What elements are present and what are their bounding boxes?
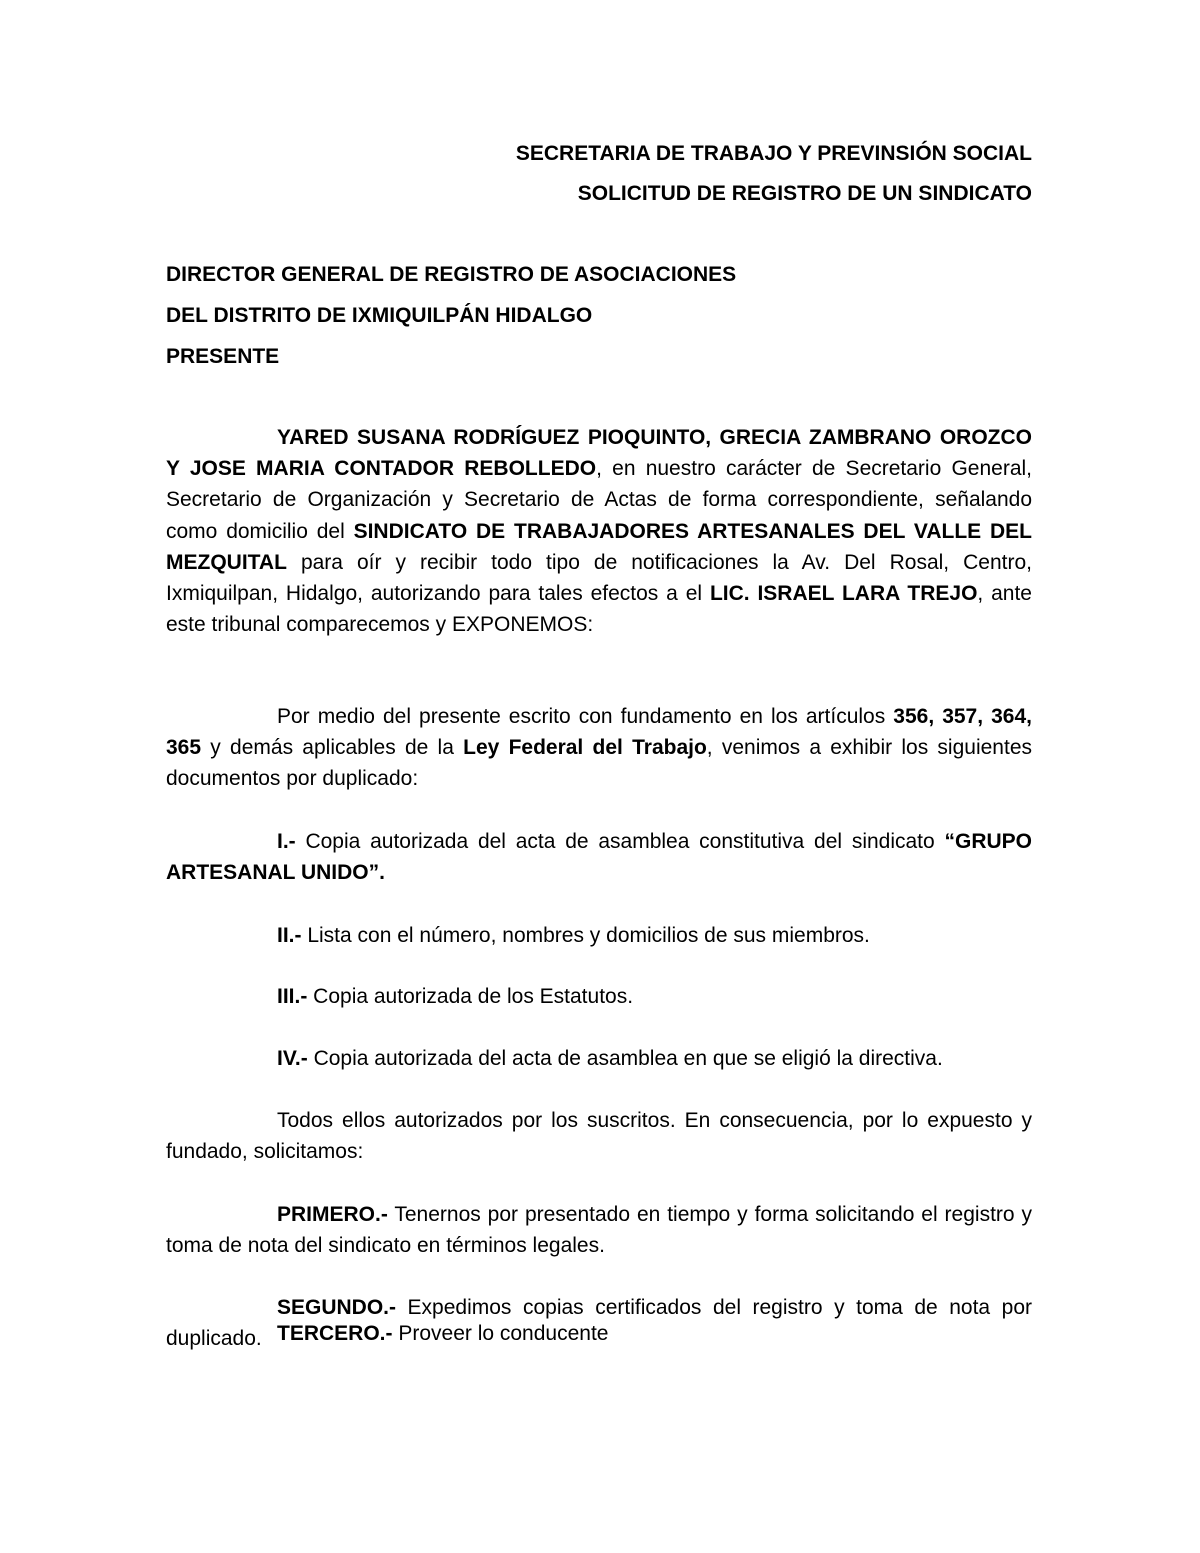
conclusion-paragraph: Todos ellos autorizados por los suscritos. En consecuencia, por lo expuesto y fundado, solicitamos: — [166, 1109, 1032, 1164]
document-numeral: I.- — [277, 830, 296, 853]
law-name: Ley Federal del Trabajo — [463, 736, 707, 760]
document-text: Copia autorizada del acta de asamblea constitutiva del sindicato — [295, 830, 945, 853]
document-text: Copia autorizada del acta de asamblea en que se eligió la directiva. — [307, 1047, 943, 1070]
request-first — [166, 1199, 1032, 1261]
document-numeral: IV.- — [277, 1047, 308, 1070]
intro-paragraph — [166, 422, 1032, 640]
intro-text-2: para oír y recibir todo tipo de notificaciones la Av. Del Rosal, Centro, Ixmiquilpan, Hidalgo, autorizando para tales efectos a el — [166, 550, 1032, 606]
intro-text-3: , ante este tribunal comparecemos y EXPONEMOS: — [166, 582, 1032, 637]
union-name: SINDICATO DE TRABAJADORES ARTESANALES DEL VALLE DEL MEZQUITAL — [166, 519, 1032, 574]
document-text: Lista con el número, nombres y domicilios de sus miembros. — [301, 924, 870, 947]
addressee-line-2: DEL DISTRITO DE IXMIQUILPÁN HIDALGO — [166, 304, 593, 327]
request-third — [277, 1322, 608, 1346]
basis-text-2: y demás aplicables de la — [201, 736, 464, 760]
request-text: Expedimos copias certificados del registro y toma de nota por duplicado. — [166, 1296, 1032, 1351]
legal-basis-paragraph — [166, 701, 1032, 795]
document-numeral: III.- — [277, 985, 308, 1008]
request-label: TERCERO.- — [277, 1322, 393, 1345]
document-item-4 — [277, 1047, 943, 1071]
document-item-3 — [277, 985, 633, 1009]
intro-text-1: , en nuestro carácter de Secretario General, Secretario de Organización y Secretario de Actas de forma correspondiente, señalando como domicilio del — [166, 457, 1033, 543]
document-numeral: II.- — [277, 924, 302, 947]
addressee-line-1: DIRECTOR GENERAL DE REGISTRO DE ASOCIACIONES — [166, 263, 737, 286]
request-text: Tenernos por presentado en tiempo y forma solicitando el registro y toma de nota del sindicato en términos legales. — [166, 1203, 1032, 1258]
basis-text-1: Por medio del presente escrito con fundamento en los artículos — [277, 705, 894, 728]
articles-list: 356, 357, 364, 365 — [166, 705, 1032, 760]
addressee-presente: PRESENTE — [166, 345, 280, 368]
request-label: PRIMERO.- — [277, 1203, 388, 1226]
petitioner-names: YARED SUSANA RODRÍGUEZ PIOQUINTO, GRECIA ZAMBRANO OROZCO Y JOSE MARIA CONTADOR REBOLLEDO — [166, 426, 1032, 481]
request-label: SEGUNDO.- — [277, 1296, 397, 1319]
lawyer-name: LIC. ISRAEL LARA TREJO — [709, 582, 978, 606]
request-text: Proveer lo conducente — [392, 1322, 609, 1345]
basis-text-3: , venimos a exhibir los siguientes documentos por duplicado: — [166, 736, 1032, 791]
group-name: “GRUPO ARTESANAL UNIDO”. — [166, 830, 1032, 885]
document-text: Copia autorizada de los Estatutos. — [307, 985, 634, 1008]
document-item-1 — [166, 826, 1032, 888]
header-request-title: SOLICITUD DE REGISTRO DE UN SINDICATO — [577, 182, 1032, 205]
document-item-2 — [277, 924, 870, 948]
header-ministry: SECRETARIA DE TRABAJO Y PREVINSIÓN SOCIAL — [515, 142, 1032, 165]
